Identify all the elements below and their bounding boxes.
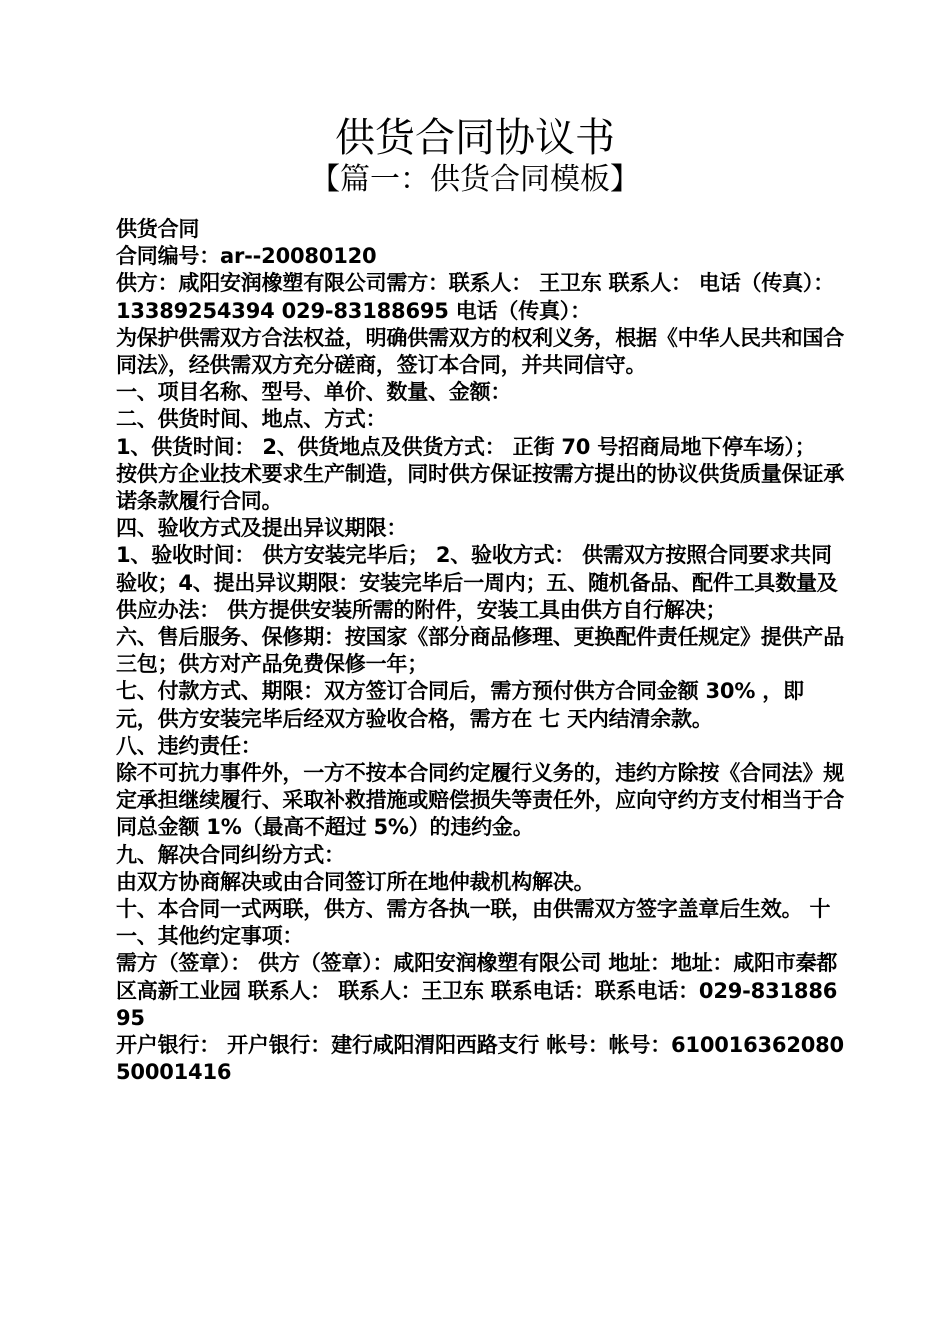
preamble: 为保护供需双方合法权益，明确供需双方的权利义务，根据《中华人民共和国合同法》，经供需双方充分磋商，签订本合同，并共同信守。: [116, 325, 844, 378]
breach-clause: 除不可抗力事件外，一方不按本合同约定履行义务的，违约方除按《合同法》规定承担继续履行、采取补救措施或赔偿损失等责任外，应向守约方支付相当于合同总金额 1%（最高不超过 5%）的违约金。: [116, 761, 844, 840]
after-sales-clause: 六、售后服务、保修期：按国家《部分商品修理、更换配件责任规定》提供产品三包；供方对产品免费保修一年；: [116, 625, 844, 677]
supply-time-place: 1、供货时间： 2、供货地点及供货方式： 正街 70 号招商局地下停车场）；: [116, 434, 816, 459]
signature-block: 需方（签章）： 供方（签章）：咸阳安润橡塑有限公司 地址：地址：咸阳市秦都区高新工业园 联系人： 联系人：王卫东 联系电话：联系电话：029-83188695: [116, 951, 838, 1030]
section-9-heading: 九、解决合同纠纷方式：: [116, 842, 345, 867]
section-8-heading: 八、违约责任：: [116, 733, 262, 758]
document-title: 供货合同协议书: [335, 115, 615, 161]
bank-info: 开户银行： 开户银行：建行咸阳渭阳西路支行 帐号：帐号：6100163620805000141​6: [116, 1033, 844, 1085]
section-1-heading: 一、项目名称、型号、单价、数量、金额：: [116, 380, 512, 405]
parties-info: 供方：咸阳安润橡塑有限公司需方：联系人： 王卫东 联系人： 电话（传真）：13389254394 029-83188695 电话（传真）：: [116, 271, 835, 323]
section-4-heading: 四、验收方式及提出异议期限：: [116, 516, 408, 541]
dispute-clause: 由双方协商解决或由合同签订所在地仲裁机构解决。: [116, 869, 595, 894]
manufacturing-clause: 按供方企业技术要求生产制造，同时供方保证按需方提出的协议供货质量保证承诺条款履行合同。: [116, 461, 844, 514]
document-subtitle: 【篇一：供货合同模板】: [310, 162, 640, 197]
heading-contract: 供货合同: [116, 217, 200, 241]
acceptance-clause: 1、验收时间： 供方安装完毕后； 2、验收方式： 供需双方按照合同要求共同验收；4、提出异议期限：安装完毕后一周内；五、随机备品、配件工具数量及供应办法： 供方提供安装所需的附件，安装工具由供方自行解决；: [116, 543, 838, 622]
contract-body: [116, 216, 844, 1087]
contract-number: 合同编号：ar--20080120: [116, 244, 377, 269]
payment-clause: 七、付款方式、期限：双方签订合同后，需方预付供方合同金额 30% ，即元，供方安装完毕后经双方验收合格，需方在 七 天内结清余款。: [116, 679, 804, 731]
section-2-heading: 二、供货时间、地点、方式：: [116, 407, 387, 432]
section-10-clause: 十、本合同一式两联，供方、需方各执一联，由供需双方签字盖章后生效。 十一、其他约定事项：: [116, 897, 831, 949]
